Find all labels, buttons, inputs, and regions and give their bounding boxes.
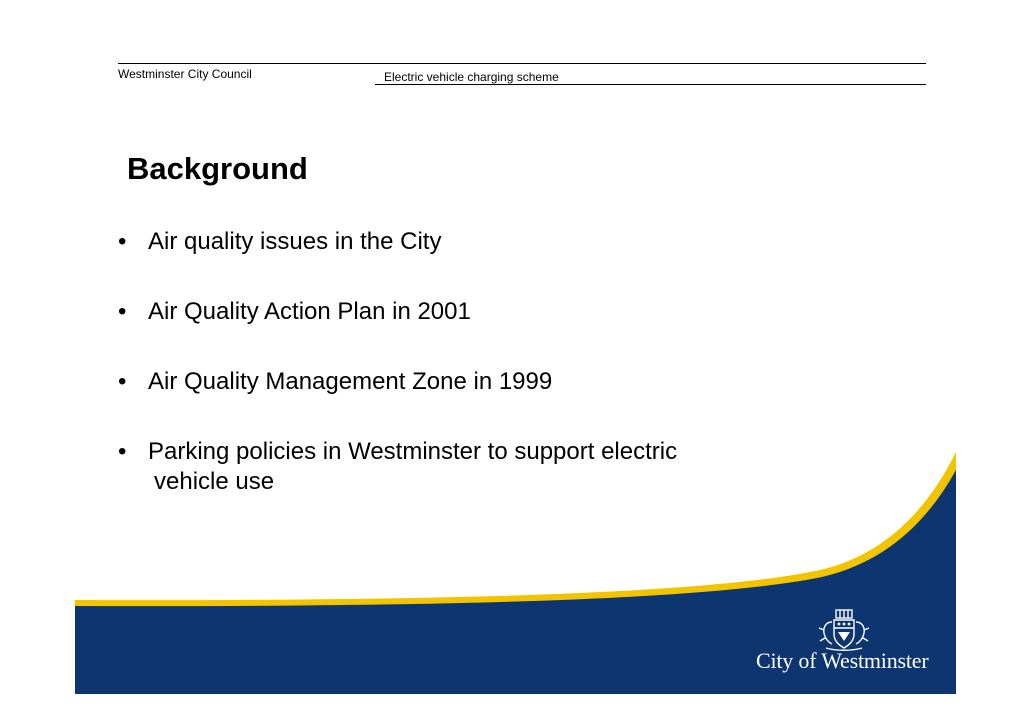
bullet-text: Air Quality Action Plan in 2001 <box>148 298 471 325</box>
bullet-text: Parking policies in Westminster to support electric <box>148 438 678 465</box>
header-subject: Electric vehicle charging scheme <box>384 70 559 84</box>
header-organisation: Westminster City Council <box>118 67 252 81</box>
bullet-marker: • <box>118 228 127 255</box>
bullet-text: Air Quality Management Zone in 1999 <box>148 368 553 395</box>
bullet-marker: • <box>118 298 127 325</box>
brand-name: City of Westminster <box>756 648 929 673</box>
bullet-marker: • <box>118 438 127 465</box>
bullet-marker: • <box>118 368 127 395</box>
bullet-text-continuation: vehicle use <box>154 468 275 495</box>
westminster-crest-icon <box>816 608 872 652</box>
bullet-text: Air quality issues in the City <box>148 228 442 255</box>
slide-title: Background <box>127 151 308 186</box>
